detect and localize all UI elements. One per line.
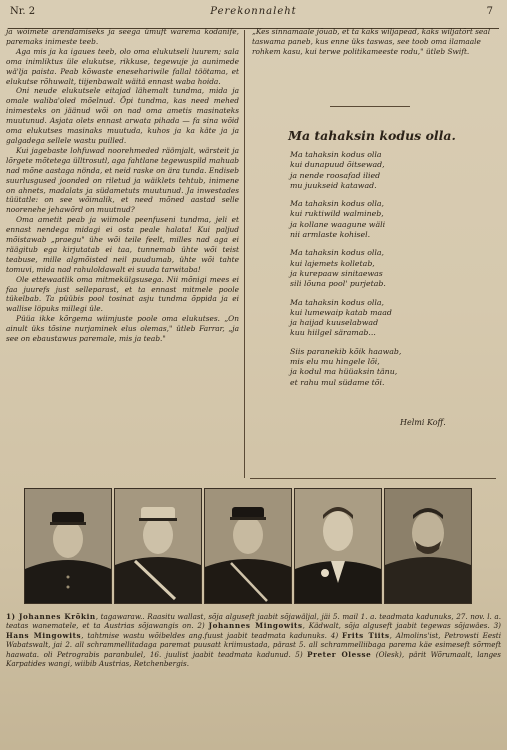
poem-stanza: [290, 347, 490, 388]
caption-name: 1) Johannes Krõkin: [6, 612, 96, 621]
poem-line: kui lumewaip katab maad: [290, 307, 392, 317]
poem-line: et rahu mul südame tõi.: [290, 377, 385, 387]
caption-text: (Olesk), pärit Wõrumaalt, langes Karpatides wangi, wiibib Austrias, Retchenbergis.: [6, 649, 501, 669]
caption-name: Preter Olesse: [307, 649, 372, 659]
caption-name: Johannes Mingowits: [208, 621, 303, 631]
portrait-photo: [24, 488, 112, 604]
poem-line: ja kurepaaw sinitaewas: [290, 268, 383, 278]
portrait-photo: [294, 488, 382, 604]
poem-line: Siis paranekib kõik haawab,: [290, 346, 402, 356]
portrait-row: [24, 488, 464, 604]
paragraph: Aga mis ja ka igaues teeb, olo oma elukutseli luurem; sala oma inimliktus üle elukutse, rikkuse, tegewuje ja aunimede wä'lja paista. Peab kõwaste enesehariwile fallal töötama, et elukutse rõhuwalt, tiijenbawalt wäitä ennast waba hoida.: [6, 46, 239, 86]
paragraph: Oma ametit peab ja wiimole peenfuseni tundma, jeli et ennast nendega midagi ei osta peale halata! Kui paljud mõistawab „praegu" ühe wõi teile feelt, milles nad aga ei räägitub ega kirjutatab ei taa, tunnemab ühte wõi teist teabuse, mille algmõisted neil puudumab, ühte wõi tahte tomuvi, mida nad rahuloldawalt ei suuda tarwitaba!: [6, 215, 239, 274]
poem-line: Ma tahaksin kodus olla,: [290, 248, 385, 258]
poem-line: ja kodul ma hüüaksin tänu,: [290, 367, 398, 377]
poem-line: kui lajemets kolletab,: [290, 258, 375, 268]
portrait-photo: [114, 488, 202, 604]
poem-line: ja haijad kuuselabwad: [290, 318, 379, 328]
poem-line: sili lõuna pool' purjetab.: [290, 279, 386, 289]
poem-line: Ma tahaksin kodus olla,: [290, 199, 385, 209]
swift-quote: „Kes sinnamaale jõuab, et ta kaks wiljapead, kaks wiljatõrt seal taswama paneb, kus enne üks taswas, see toob oma ilamaale rohkem kasu, kui terwe politikameeste rodu," ütleb Swift.: [252, 27, 491, 56]
poem: [290, 150, 490, 396]
poem-line: nii armlaste kohisel.: [290, 230, 371, 240]
poem-stanza: [290, 199, 490, 240]
portrait-photo: [204, 488, 292, 604]
poem-line: kui ruktiwild walmineb,: [290, 209, 384, 219]
poem-line: mu juukseid katawad.: [290, 180, 377, 190]
poem-line: Ma tahaksin kodus olla,: [290, 297, 385, 307]
poem-title: Ma tahaksin kodus olla.: [288, 128, 456, 143]
paragraph: Püüa ikke kõrgema wiimjuste poole oma elukutses. „On ainult üks tõsine nurjaminek elus olemas," ütleb Farrar, „ja see on ebaustawus paremale, mis ja teab.": [6, 314, 239, 344]
caption-name: Hans Mingowits: [6, 630, 82, 640]
caption-text: , tahtmise wastu wõibeldes ang.fuust jaabit teadmata kadunuks. 4): [81, 630, 342, 640]
section-rule: [330, 106, 410, 107]
poem-stanza: [290, 248, 490, 289]
poem-line: mis elu mu hingele lõi,: [290, 357, 380, 367]
poem-line: ja nende roosafad ilied: [290, 170, 381, 180]
poem-line: ja kollane waagune wäli: [290, 219, 386, 229]
right-column-quote: [252, 27, 494, 57]
poem-stanza: [290, 298, 490, 339]
poem-line: Ma tahaksin kodus olla: [290, 150, 382, 159]
page-number: 7: [486, 6, 493, 17]
paragraph: Oni neude elukutsele eitajad lähemalt tundma, mida ja omale waliba'oled mõelnud. Õpi tundma, kas need mehed inimesteks on jäänud wõi on nad oma ametis masinateks muutunud. Asjata olets ennast arwata pihada — fa sina wõid oma elukutses masinaks muutuda, kuhos ja ka käte ja ja galgadega sellele wastu puilled.: [6, 86, 239, 145]
caption-text: , Kädwalt, sõja alguseft jaabit tegewas sõjawäes. 3): [302, 621, 501, 631]
issue-number: Nr. 2: [10, 6, 36, 17]
poem-line: kui dunapuud õitsewad,: [290, 160, 385, 170]
paragraph: ja wõimete arendamiseks ja seega ümuft warema kodanife, paremaks inimeste teeb.: [6, 27, 239, 46]
poem-stanza: [290, 150, 490, 191]
photo-caption: [6, 612, 501, 668]
portrait-photo: [384, 488, 472, 604]
newspaper-title: Perekonnaleht: [210, 6, 297, 17]
paragraph: Ole ettewaatlik oma mitmekülgsusega. Nii mõnigi mees ei faa juurefs just selleparast, et ta ennast mitmele poole tükelbab. Ta püübis pool tosinat asju tundma õppida ja ei wallise löpuks millegi üle.: [6, 274, 239, 314]
caption-text: , Almolins'ist, Petrowsti Eesti Wabatswalt, jai 2. all schrammellitadaga paremat puusatt kriimustada, pärast 5. all schrammelliibaga parema käe esimeseft sõrmeft haawata. oli Petrograbis paranbulel, 16. juulist jaabit teadmata kadunud. 5): [6, 630, 501, 659]
caption-text: , tagawaraw.. Raasitu wallast, sõja alguseft jaabit sõjawäljal, jäi 5. mail 1. a. teadmata kadunuks, 27. nov. l. a. teatas wanematele, et ta Austrias sõjawangis on. 2): [6, 612, 502, 631]
poem-line: kuu hiilgel säramab...: [290, 328, 376, 338]
section-rule: [250, 478, 496, 479]
caption-name: Frits Tiits: [341, 630, 390, 640]
paragraph: Kui jagebaste lohfuwad noorehmeded räömjalt, wärsteit ja lõrgete mõtetega ülltrosutl, aga fahtlane tegewuspild mahuab nad mõne aastaga nönda, et neid raske on ära tunda. Endiseb suurlusgused joonded on riletud ja wäiklets tehtub, inimene on ahnets, madalats ja südametuts muutunud. Ja inwestades tüütatle: on see wõimalik, et need mõned aastad selle noorenehe jehawõrd on muutnud?: [6, 145, 239, 215]
left-column-article: [6, 27, 239, 344]
column-divider: [244, 30, 245, 478]
poem-author: Helmi Koff.: [400, 418, 446, 427]
